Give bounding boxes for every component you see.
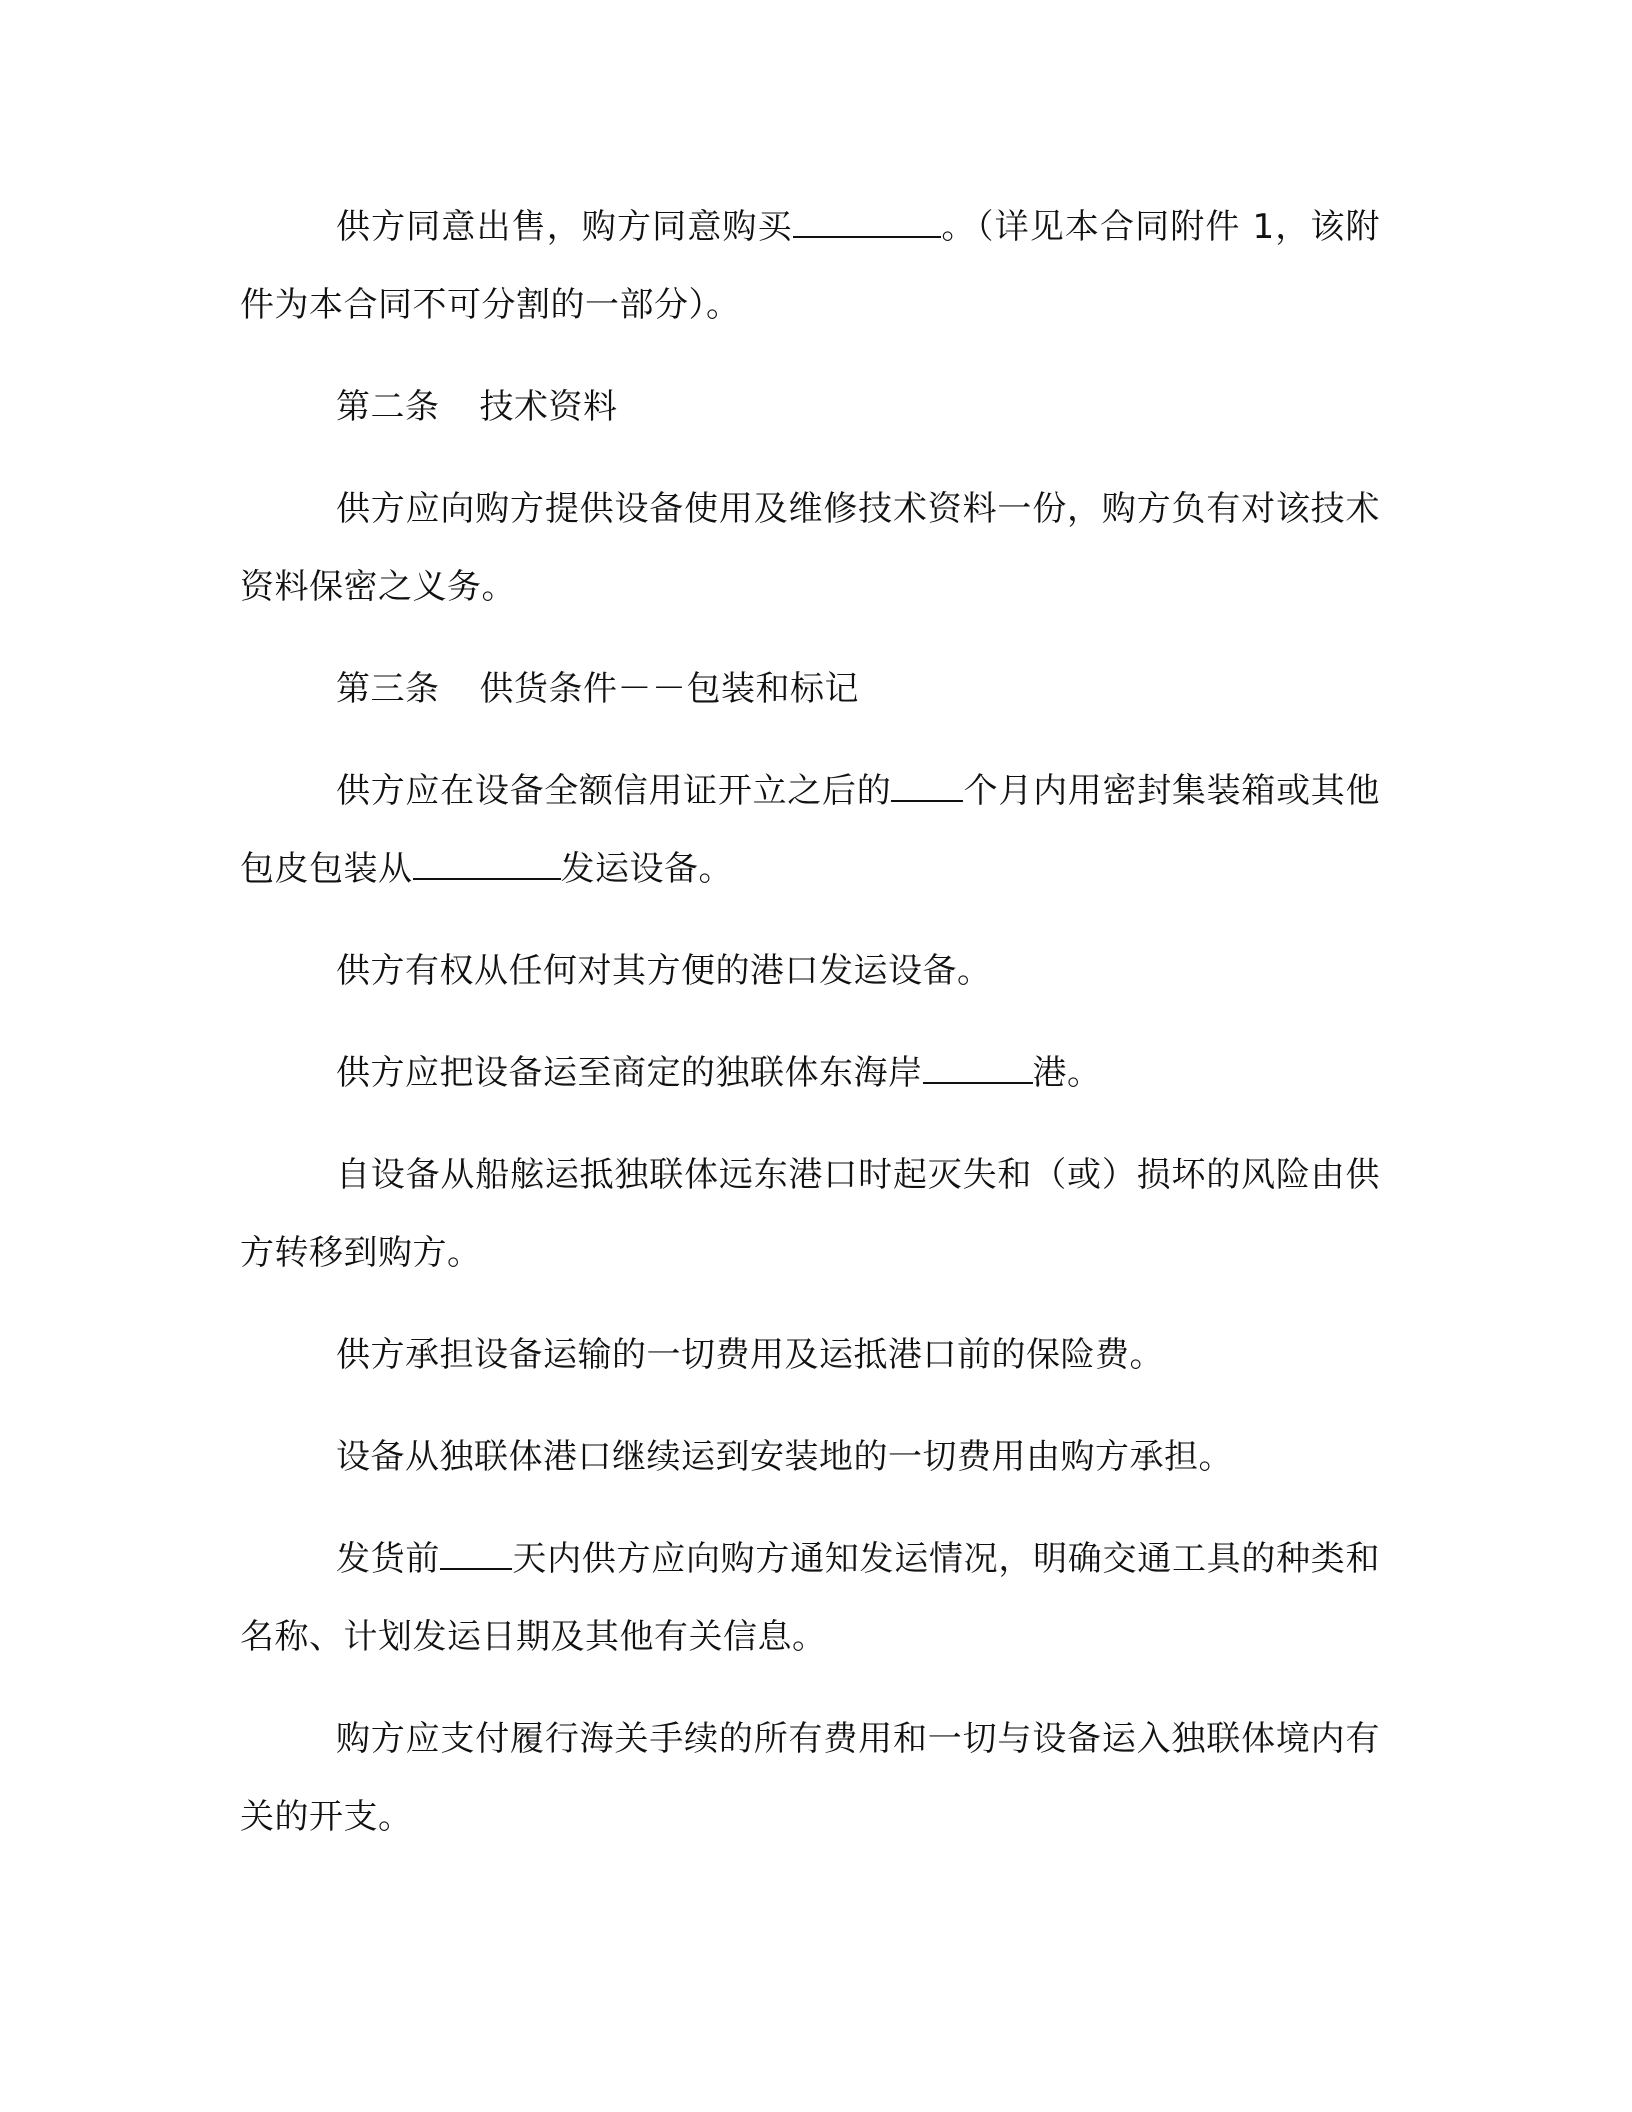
paragraph-shipping-notice bbox=[240, 1520, 1380, 1676]
paragraph-text: 。（详见本合同附件 1，该附件为本合同不可分割的一部分）。 bbox=[240, 207, 1380, 325]
fill-blank-port[interactable] bbox=[923, 1052, 1033, 1084]
paragraph-risk-transfer: 自设备从船舷运抵独联体远东港口时起灭失和（或）损坏的风险由供方转移到购方。 bbox=[240, 1155, 1380, 1273]
paragraph-port-choice: 供方有权从任何对其方便的港口发运设备。 bbox=[336, 951, 992, 991]
article-3-heading bbox=[240, 650, 1380, 728]
paragraph-text: 供方应把设备运至商定的独联体东海岸 bbox=[336, 1053, 923, 1093]
paragraph-transport-cost: 供方承担设备运输的一切费用及运抵港口前的保险费。 bbox=[336, 1335, 1164, 1375]
article-title: 供货条件－－包装和标记 bbox=[479, 669, 859, 709]
paragraph-destination-port bbox=[240, 1034, 1380, 1112]
paragraph-text: 供方应在设备全额信用证开立之后的 bbox=[336, 771, 892, 811]
article-number: 第二条 bbox=[336, 387, 440, 427]
paragraph-sale-agreement bbox=[240, 188, 1380, 344]
paragraph-shipping-terms bbox=[240, 752, 1380, 908]
paragraph-text: 港。 bbox=[1032, 1053, 1102, 1093]
fill-blank-days[interactable] bbox=[440, 1538, 512, 1570]
paragraph-technical-docs: 供方应向购方提供设备使用及维修技术资料一份，购方负有对该技术资料保密之义务。 bbox=[240, 489, 1380, 607]
paragraph-text: 发货前 bbox=[336, 1539, 441, 1579]
fill-blank-origin[interactable] bbox=[413, 848, 561, 880]
contract-body bbox=[240, 188, 1380, 1880]
article-title: 技术资料 bbox=[479, 387, 618, 427]
paragraph-inland-cost: 设备从独联体港口继续运到安装地的一切费用由购方承担。 bbox=[336, 1437, 1233, 1477]
fill-blank-months[interactable] bbox=[891, 770, 963, 802]
paragraph-text: 天内供方应向购方通知发运情况，明确交通工具的种类和名称、计划发运日期及其他有关信息。 bbox=[240, 1539, 1381, 1657]
paragraph-text: 发运设备。 bbox=[560, 849, 733, 889]
paragraph-text: 个月内用密封集装箱或其他包皮包装从 bbox=[240, 771, 1381, 889]
fill-blank-goods[interactable] bbox=[793, 206, 941, 238]
article-number: 第三条 bbox=[336, 669, 440, 709]
paragraph-text: 供方同意出售，购方同意购买 bbox=[336, 207, 793, 247]
paragraph-customs-fees: 购方应支付履行海关手续的所有费用和一切与设备运入独联体境内有关的开支。 bbox=[240, 1719, 1380, 1837]
article-2-heading bbox=[240, 368, 1380, 446]
